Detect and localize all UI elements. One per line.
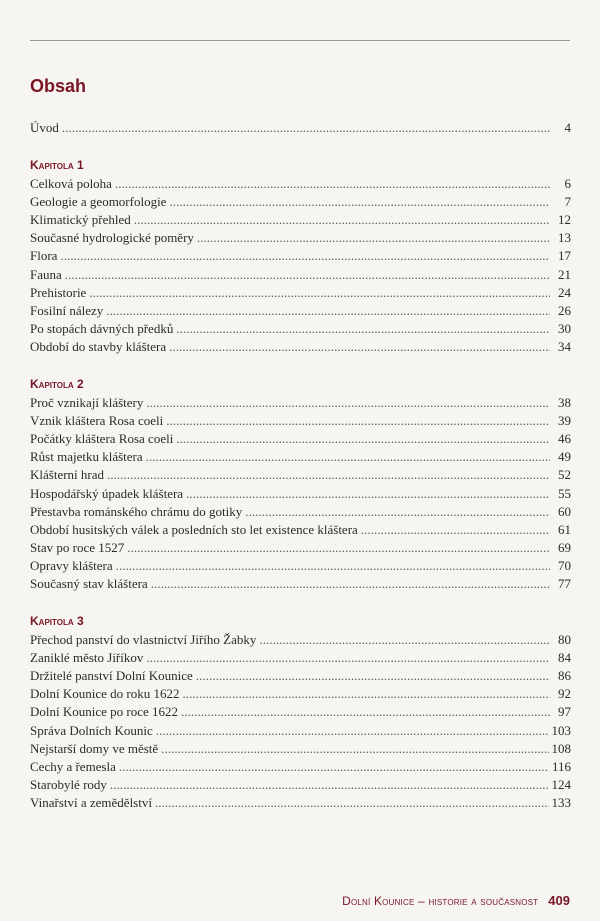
toc-entry-page: 108 [551, 740, 571, 756]
dot-leader [65, 266, 550, 284]
table-of-contents [30, 119, 571, 812]
dot-leader [151, 575, 550, 593]
toc-entry-label: Po stopách dávných předků [30, 320, 174, 336]
toc-entry-label: Zaniklé město Jiříkov [30, 650, 144, 666]
toc-entry-label: Geologie a geomorfologie [30, 194, 167, 210]
toc-entry-page: 38 [558, 395, 571, 411]
toc-entry-label: Nejstarší domy ve městě [30, 740, 159, 756]
toc-entry [30, 320, 571, 338]
toc-entry-page: 80 [558, 632, 571, 648]
dot-leader [89, 284, 550, 302]
toc-entry-page: 116 [551, 758, 571, 774]
toc-entry-page: 86 [558, 668, 571, 684]
toc-entry [30, 740, 571, 758]
toc-entry-page: 52 [558, 467, 571, 483]
dot-leader [245, 503, 550, 521]
toc-entry-label: Současné hydrologické poměry [30, 230, 194, 246]
chapter-heading: Kapitola 1 [30, 158, 84, 173]
toc-entry [30, 758, 571, 776]
toc-entry-page: 49 [558, 449, 571, 465]
toc-entry [30, 394, 571, 412]
dot-leader [116, 557, 550, 575]
toc-entry-label: Fosilní nálezy [30, 302, 104, 318]
toc-entry [30, 521, 571, 539]
dot-leader [156, 722, 549, 740]
dot-leader [197, 229, 550, 247]
toc-entry-page: 60 [558, 503, 571, 519]
toc-entry [30, 485, 571, 503]
dot-leader [60, 247, 550, 265]
toc-entry-page: 4 [564, 120, 571, 135]
toc-entry-label: Flora [30, 248, 58, 264]
toc-entry [30, 539, 571, 557]
toc-entry [30, 503, 571, 521]
dot-leader [155, 794, 549, 812]
dot-leader [146, 649, 550, 667]
toc-entry-page: 26 [558, 302, 571, 318]
dot-leader [361, 521, 550, 539]
dot-leader [259, 631, 550, 649]
dot-leader [176, 320, 550, 338]
toc-entry-page: 124 [551, 776, 571, 792]
footer-page-number: 409 [548, 893, 570, 908]
toc-entry [30, 685, 571, 703]
toc-entry-label: Přechod panství do vlastnictví Jiřího Žabky [30, 632, 257, 648]
dot-leader [62, 119, 550, 137]
toc-entry [30, 284, 571, 302]
toc-entry [30, 703, 571, 721]
toc-entry-label: Období husitských válek a posledních sto let existence kláštera [30, 521, 358, 537]
toc-entry-label: Dolní Kounice po roce 1622 [30, 704, 179, 720]
toc-entry-page: 21 [558, 266, 571, 282]
toc-entry [30, 338, 571, 356]
toc-entry [30, 631, 571, 649]
toc-entry-page: 92 [558, 686, 571, 702]
toc-entry-label: Prehistorie [30, 284, 87, 300]
toc-entry [30, 412, 571, 430]
toc-entry [30, 302, 571, 320]
dot-leader [146, 394, 550, 412]
dot-leader [134, 211, 550, 229]
toc-entry-page: 61 [558, 521, 571, 537]
toc-entry [30, 247, 571, 265]
toc-entry-label: Přestavba románského chrámu do gotiky [30, 503, 243, 519]
dot-leader [181, 703, 550, 721]
toc-entry-label: Úvod [30, 120, 59, 135]
dot-leader [166, 412, 550, 430]
toc-entry-page: 12 [558, 212, 571, 228]
dot-leader [176, 430, 550, 448]
dot-leader [110, 776, 549, 794]
toc-entry-label: Držitelé panství Dolní Kounice [30, 668, 193, 684]
dot-leader [169, 338, 550, 356]
toc-entry [30, 193, 571, 211]
toc-entry-label: Opravy kláštera [30, 557, 113, 573]
toc-entry-page: 69 [558, 539, 571, 555]
toc-entry-page: 103 [551, 722, 571, 738]
toc-entry-label: Vinařství a zemědělství [30, 794, 152, 810]
toc-entry [30, 229, 571, 247]
dot-leader [106, 302, 550, 320]
chapter-heading: Kapitola 3 [30, 614, 84, 629]
toc-entry-page: 77 [558, 575, 571, 591]
toc-entry [30, 211, 571, 229]
toc-entry-page: 97 [558, 704, 571, 720]
toc-entry-label: Vznik kláštera Rosa coeli [30, 413, 164, 429]
toc-entry [30, 794, 571, 812]
toc-entry-label: Proč vznikají kláštery [30, 395, 144, 411]
dot-leader [161, 740, 548, 758]
toc-entry-page: 17 [558, 248, 571, 264]
toc-entry-page: 84 [558, 650, 571, 666]
dot-leader [186, 485, 550, 503]
toc-entry [30, 667, 571, 685]
toc-entry [30, 448, 571, 466]
toc-entry-page: 30 [558, 320, 571, 336]
dot-leader [196, 667, 550, 685]
toc-entry-label: Počátky kláštera Rosa coeli [30, 431, 174, 447]
toc-entry [30, 649, 571, 667]
toc-entry-label: Fauna [30, 266, 62, 282]
toc-entry [30, 722, 571, 740]
dot-leader [169, 193, 550, 211]
chapter-heading: Kapitola 2 [30, 377, 84, 392]
toc-entry [30, 776, 571, 794]
toc-entry-page: 13 [558, 230, 571, 246]
toc-entry-label: Celková poloha [30, 176, 112, 192]
toc-entry-label: Klášterní hrad [30, 467, 105, 483]
dot-leader [107, 466, 550, 484]
toc-entry-label: Hospodářský úpadek kláštera [30, 485, 184, 501]
toc-entry-label: Současný stav kláštera [30, 575, 148, 591]
toc-entry-page: 46 [558, 431, 571, 447]
toc-entry [30, 557, 571, 575]
dot-leader [119, 758, 549, 776]
toc-entry-label: Starobylé rody [30, 776, 107, 792]
dot-leader [146, 448, 550, 466]
toc-entry [30, 266, 571, 284]
toc-entry-page: 55 [558, 485, 571, 501]
dot-leader [115, 175, 550, 193]
running-footer [342, 893, 570, 908]
chapter-list [30, 156, 571, 812]
dot-leader [182, 685, 550, 703]
toc-entry [30, 575, 571, 593]
top-rule [30, 40, 570, 41]
toc-entry-page: 34 [558, 338, 571, 354]
toc-entry-label: Klimatický přehled [30, 212, 131, 228]
toc-entry-label: Cechy a řemesla [30, 758, 116, 774]
toc-entry-page: 133 [551, 794, 571, 810]
page-title: Obsah [30, 76, 87, 96]
toc-entry-page: 7 [564, 194, 571, 210]
toc-entry-page: 24 [558, 284, 571, 300]
footer-title: Dolní Kounice – historie a současnost [342, 894, 539, 908]
toc-entry [30, 119, 571, 137]
toc-entry-label: Dolní Kounice do roku 1622 [30, 686, 180, 702]
toc-entry-label: Správa Dolních Kounic [30, 722, 153, 738]
toc-entry-label: Stav po roce 1527 [30, 539, 125, 555]
toc-entry [30, 175, 571, 193]
toc-entry [30, 430, 571, 448]
dot-leader [127, 539, 550, 557]
toc-entry-page: 39 [558, 413, 571, 429]
toc-entry-page: 6 [564, 176, 571, 192]
toc-entry-label: Růst majetku kláštera [30, 449, 143, 465]
toc-entry-page: 70 [558, 557, 571, 573]
toc-entry-label: Období do stavby kláštera [30, 338, 167, 354]
toc-entry [30, 466, 571, 484]
